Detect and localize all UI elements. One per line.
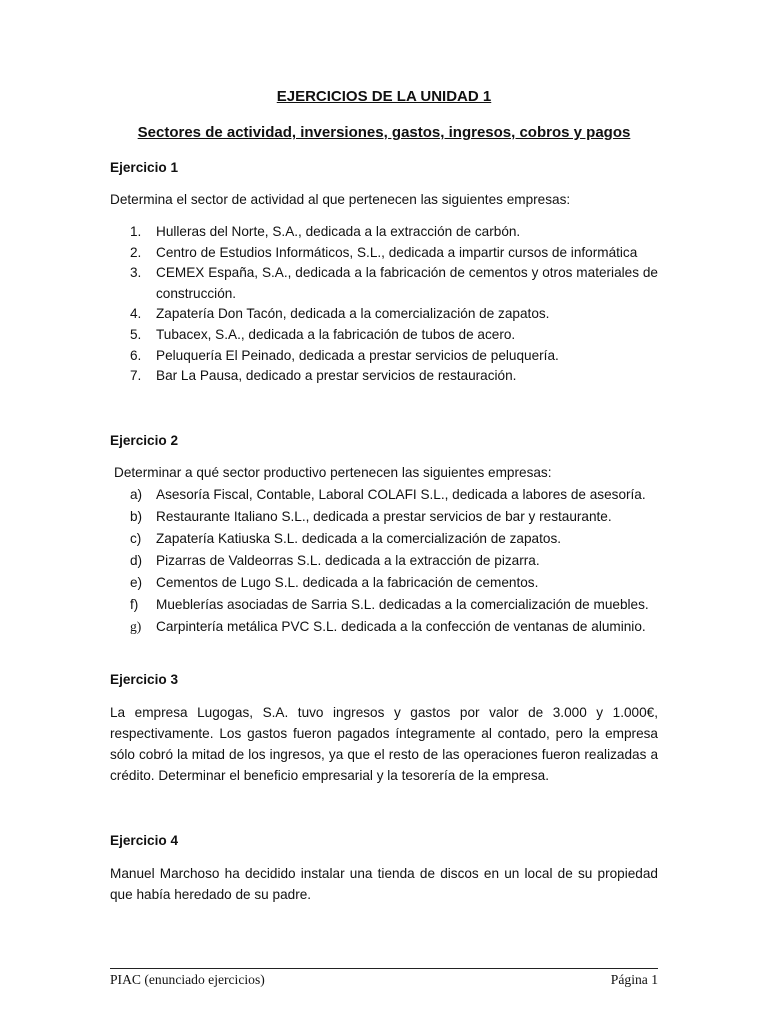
ejercicio-2-intro: Determinar a qué sector productivo pertenecen las siguientes empresas: <box>114 465 552 480</box>
list-item-text: Bar La Pausa, dedicado a prestar servicios de restauración. <box>156 368 517 384</box>
document-subtitle: Sectores de actividad, inversiones, gastos, ingresos, cobros y pagos <box>137 124 631 141</box>
ejercicio-4-heading: Ejercicio 4 <box>110 833 179 848</box>
list-item-letter: f) <box>130 597 139 612</box>
list-item-number: 2. <box>130 244 142 260</box>
list-item <box>110 346 658 367</box>
list-item <box>110 506 658 528</box>
list-item-text: Cementos de Lugo S.L. dedicada a la fabricación de cementos. <box>156 575 539 590</box>
list-item-text: Zapatería Don Tacón, dedicada a la comercialización de zapatos. <box>156 306 550 322</box>
list-item <box>110 243 658 264</box>
list-item <box>110 304 658 325</box>
list-item-text: CEMEX España, S.A., dedicada a la fabricación de cementos y otros materiales de construcción. <box>156 265 658 301</box>
list-item <box>110 263 658 304</box>
list-item <box>110 594 658 616</box>
list-item-number: 6. <box>130 347 142 363</box>
list-item-text: Carpintería metálica PVC S.L. dedicada a la confección de ventanas de aluminio. <box>156 619 646 634</box>
list-item-letter: d) <box>130 553 143 568</box>
list-item <box>110 366 658 387</box>
list-item-text: Restaurante Italiano S.L., dedicada a prestar servicios de bar y restaurante. <box>156 509 612 524</box>
footer-page-number: Página 1 <box>610 972 658 987</box>
list-item-letter: e) <box>130 575 143 590</box>
footer-divider <box>110 968 658 969</box>
list-item-number: 5. <box>130 326 142 342</box>
list-item-text: Peluquería El Peinado, dedicada a prestar servicios de peluquería. <box>156 347 559 363</box>
ejercicio-1-intro: Determina el sector de actividad al que pertenecen las siguientes empresas: <box>110 192 571 207</box>
list-item-text: Asesoría Fiscal, Contable, Laboral COLAFI S.L., dedicada a labores de asesoría. <box>156 487 646 502</box>
list-item-letter: a) <box>130 487 143 502</box>
list-item-number: 3. <box>130 265 142 281</box>
list-item <box>110 325 658 346</box>
list-item <box>110 550 658 572</box>
ejercicio-3-text: La empresa Lugogas, S.A. tuvo ingresos y gastos por valor de 3.000 y 1.000€, respectivamente. Los gastos fueron pagados íntegramente al contado, pero la empresa sólo cobró la mitad de los ingresos, ya que el resto de las operaciones fueron realizadas a crédito. Determinar el beneficio empresarial y la tesorería de la empresa. <box>110 705 658 783</box>
list-item-text: Zapatería Katiuska S.L. dedicada a la comercialización de zapatos. <box>156 531 562 546</box>
list-item-text: Pizarras de Valdeorras S.L. dedicada a la extracción de pizarra. <box>156 553 540 568</box>
ejercicio-2-heading: Ejercicio 2 <box>110 433 179 448</box>
ejercicio-4-text: Manuel Marchoso ha decidido instalar una tienda de discos en un local de su propiedad que había heredado de su padre. <box>110 866 658 902</box>
ejercicio-3-heading: Ejercicio 3 <box>110 672 179 687</box>
list-item <box>110 616 658 638</box>
document-title: EJERCICIOS DE LA UNIDAD 1 <box>276 88 492 105</box>
list-item-letter: c) <box>130 531 142 546</box>
list-item <box>110 484 658 506</box>
list-item-letter: b) <box>130 509 143 524</box>
list-item <box>110 528 658 550</box>
list-item-number: 1. <box>130 224 142 239</box>
list-item-text: Tubacex, S.A., dedicada a la fabricación de tubos de acero. <box>156 326 516 342</box>
footer-document-name: PIAC (enunciado ejercicios) <box>110 972 265 987</box>
ejercicio-1-heading: Ejercicio 1 <box>110 160 179 175</box>
ejercicio-2-list <box>110 484 658 638</box>
ejercicio-1-list <box>110 222 658 387</box>
list-item-text: Hulleras del Norte, S.A., dedicada a la extracción de carbón. <box>156 224 521 239</box>
list-item <box>110 572 658 594</box>
list-item-number: 4. <box>130 306 142 322</box>
list-item-number: 7. <box>130 368 142 384</box>
list-item <box>110 222 658 243</box>
list-item-text: Mueblerías asociadas de Sarria S.L. dedicadas a la comercialización de muebles. <box>156 597 649 612</box>
list-item-text: Centro de Estudios Informáticos, S.L., dedicada a impartir cursos de informática <box>156 244 638 260</box>
list-item-letter: g) <box>130 619 142 634</box>
